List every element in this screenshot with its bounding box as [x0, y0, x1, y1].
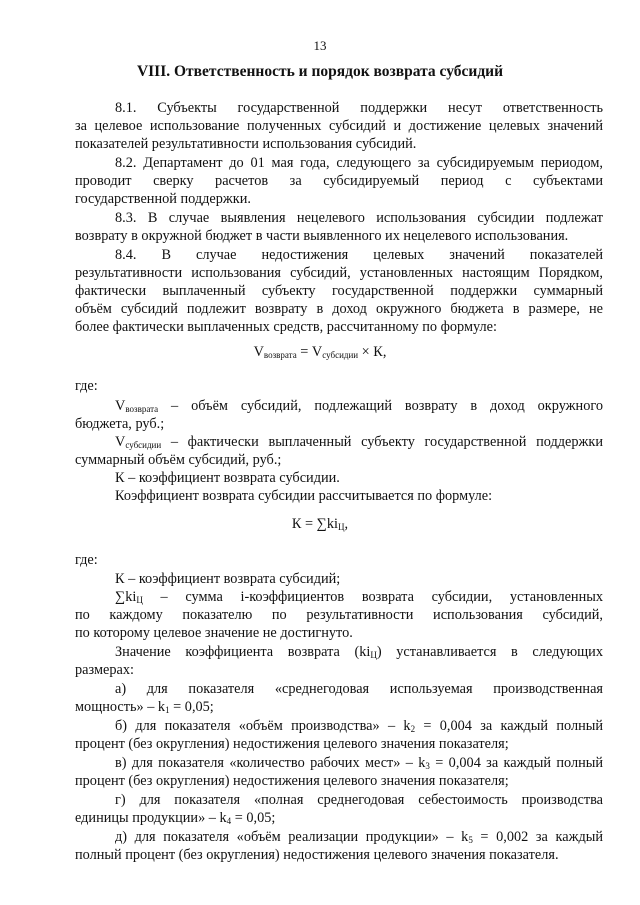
item-c-line-2: процент (без округления) недостижения целевого значения показателя;: [75, 773, 509, 789]
item-a-line-1: а) для показателя «среднегодовая используемая производственная: [115, 681, 603, 697]
definition-sum-line-1: $\sum ki_Ц$ – сумма i-коэффициентов возврата субсидии, установленных: [115, 589, 603, 605]
values-intro-line-1: Значение коэффициента возврата $(ki_Ц)$ устанавливается в следующих: [115, 644, 603, 660]
paragraph-8-2-line-1: 8.2. Департамент до 01 мая года, следующего за субсидируемым периодом,: [115, 155, 603, 171]
paragraph-8-3-line-1: 8.3. В случае выявления нецелевого использования субсидии подлежат: [115, 210, 603, 226]
definition-v-return-line-1: $V_{возврата}$ – объём субсидий, подлежащий возврату в доход окружного: [115, 398, 603, 414]
item-e-line-1: д) для показателя «объём реализации продукции» – $k_5 = 0,002$ за каждый: [115, 829, 603, 845]
definition-k-2: К – коэффициент возврата субсидий;: [115, 571, 341, 587]
definition-k: К – коэффициент возврата субсидии.: [115, 470, 340, 486]
paragraph-8-1-line-1: 8.1. Субъекты государственной поддержки несут ответственность: [115, 100, 603, 116]
definition-sum-line-3: по которому целевое значение не достигнуто.: [75, 625, 353, 641]
paragraph-8-1-line-3: показателей результативности использования субсидий.: [75, 136, 417, 152]
paragraph-8-4-line-5: более фактически выплаченных средств, рассчитанному по формуле:: [75, 319, 498, 335]
coefficient-intro: Коэффициент возврата субсидии рассчитывается по формуле:: [115, 488, 493, 504]
paragraph-8-2-line-3: государственной поддержки.: [75, 191, 251, 207]
paragraph-8-1-line-2: за целевое использование полученных субсидий и достижение целевых значений: [75, 118, 603, 134]
item-b-line-2: процент (без округления) недостижения целевого значения показателя;: [75, 736, 509, 752]
item-c-line-1: в) для показателя «количество рабочих мест» – $k_3 = 0,004$ за каждый полный: [115, 755, 603, 771]
definition-sum-line-2: по каждому показателю по результативности использования субсидий,: [75, 607, 603, 623]
item-d-line-1: г) для показателя «полная среднегодовая себестоимость производства: [115, 792, 603, 808]
formula-coefficient: $К = \sum ki_Ц$,: [291, 516, 349, 532]
item-a-line-2: мощность» – $k_1 = 0,05$;: [75, 699, 214, 715]
definition-v-subsidy-line-1: $V_{субсидии}$ – фактически выплаченный субъекту государственной поддержки: [115, 434, 603, 450]
section-title: VIII. Ответственность и порядок возврата субсидий: [136, 63, 504, 80]
item-e-line-2: полный процент (без округления) недостижения целевого значения показателя.: [75, 847, 559, 863]
paragraph-8-2-line-2: проводит сверку расчетов за субсидируемый период с субъектами: [75, 173, 603, 189]
item-d-line-2: единицы продукции» – $k_4 = 0,05$;: [75, 810, 276, 826]
where-label-2: где:: [75, 552, 98, 568]
definition-v-subsidy-line-2: суммарный объём субсидий, руб.;: [75, 452, 282, 468]
paragraph-8-4-line-1: 8.4. В случае недостижения целевых значений показателей: [115, 247, 603, 263]
item-b-line-1: б) для показателя «объём производства» – $k_2 = 0,004$ за каждый полный: [115, 718, 604, 734]
paragraph-8-4-line-4: объём субсидий подлежит возврату в доход окружного бюджета в размере, не: [75, 301, 603, 317]
values-intro-line-2: размерах:: [75, 662, 134, 678]
paragraph-8-3-line-2: возврату в окружной бюджет в части выявленного их нецелевого использования.: [75, 228, 569, 244]
page-number: 13: [313, 38, 327, 53]
definition-v-return-line-2: бюджета, руб.;: [75, 416, 165, 432]
where-label-1: где:: [75, 378, 98, 394]
paragraph-8-4-line-2: результативности использования субсидий, установленных настоящим Порядком,: [75, 265, 603, 281]
paragraph-8-4-line-3: фактически выплаченный субъекту государственной поддержки суммарный: [75, 283, 603, 299]
formula-return-volume: $V_{возврата} = V_{субсидии} \times К$,: [253, 344, 387, 360]
